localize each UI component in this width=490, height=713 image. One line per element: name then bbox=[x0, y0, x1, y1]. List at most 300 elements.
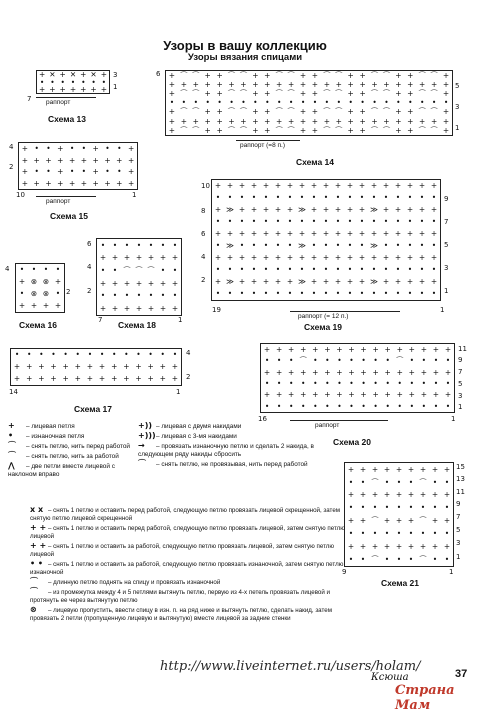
stitch-symbol: • bbox=[265, 98, 270, 108]
stitch-symbol: + bbox=[104, 155, 111, 165]
stitch-symbol: + bbox=[216, 89, 223, 99]
stitch-symbol: • bbox=[397, 378, 402, 388]
page-title: Узоры в вашу коллекцию bbox=[163, 38, 327, 53]
stitch-symbol: ⌒ bbox=[370, 125, 379, 135]
stitch-symbol: + bbox=[263, 367, 271, 377]
stitch-symbol: + bbox=[250, 181, 258, 191]
stitch-symbol: ⌒ bbox=[180, 70, 188, 80]
stitch-symbol: + bbox=[21, 144, 29, 153]
stitch-symbol: • bbox=[408, 98, 413, 108]
legend-symbol-icon: + + bbox=[30, 523, 47, 532]
stitch-symbol: • bbox=[419, 289, 425, 299]
stitch-symbol: • bbox=[264, 378, 270, 388]
stitch-symbol: • bbox=[239, 217, 245, 227]
stitch-symbol: + bbox=[334, 277, 342, 287]
stitch-symbol: + bbox=[407, 79, 414, 89]
stitch-symbol: + bbox=[334, 229, 342, 239]
stitch-symbol: + bbox=[442, 125, 450, 135]
stitch-symbol: • bbox=[420, 503, 426, 513]
row-number: 6 bbox=[156, 70, 161, 78]
stitch-symbol: + bbox=[432, 367, 440, 377]
stitch-symbol: • bbox=[383, 217, 389, 227]
stitch-symbol: • bbox=[34, 167, 39, 176]
stitch-symbol: • bbox=[432, 554, 438, 564]
stitch-symbol: • bbox=[384, 554, 390, 564]
stitch-symbol: + bbox=[407, 116, 414, 126]
stitch-symbol: ⌒ bbox=[123, 265, 131, 275]
stitch-symbol: + bbox=[298, 181, 306, 191]
stitch-symbol: + bbox=[99, 303, 107, 313]
stitch-symbol: • bbox=[349, 356, 354, 366]
stitch-symbol: + bbox=[310, 253, 318, 263]
stitch-symbol: + bbox=[346, 205, 354, 215]
stitch-symbol: • bbox=[39, 77, 45, 87]
stitch-symbol: • bbox=[14, 350, 20, 360]
stitch-symbol: + bbox=[407, 107, 414, 117]
repeat-label: раппорт bbox=[46, 99, 71, 106]
stitch-symbol: + bbox=[444, 344, 452, 354]
stitch-symbol: + bbox=[443, 516, 451, 526]
stitch-symbol: + bbox=[394, 253, 402, 263]
stitch-symbol: + bbox=[383, 79, 390, 89]
stitch-symbol: • bbox=[337, 356, 342, 366]
stitch-symbol: + bbox=[216, 70, 223, 80]
stitch-symbol: + bbox=[430, 205, 438, 215]
stitch-symbol: • bbox=[241, 98, 246, 108]
stitch-symbol: • bbox=[60, 77, 65, 87]
stitch-symbol: • bbox=[63, 350, 68, 360]
legend-symbol-icon: ⌒ bbox=[138, 459, 146, 468]
stitch-symbol: + bbox=[383, 541, 391, 551]
stitch-symbol: + bbox=[287, 79, 295, 89]
stitch-symbol: • bbox=[313, 356, 318, 366]
stitch-symbol: • bbox=[433, 356, 439, 366]
stitch-symbol: + bbox=[21, 155, 29, 165]
stitch-symbol: + bbox=[395, 107, 402, 117]
row-number: 4 bbox=[186, 349, 191, 357]
stitch-symbol: ⌒ bbox=[323, 125, 331, 135]
stitch-symbol: + bbox=[252, 79, 259, 89]
legend-text: – изнаночная петля bbox=[26, 433, 85, 440]
stitch-symbol: • bbox=[347, 193, 353, 203]
stitch-symbol: + bbox=[395, 541, 403, 551]
stitch-symbol: + bbox=[13, 362, 21, 372]
stitch-symbol: + bbox=[430, 181, 438, 191]
stitch-symbol: + bbox=[168, 70, 176, 80]
stitch-symbol: ⌒ bbox=[382, 70, 391, 80]
stitch-symbol: + bbox=[348, 390, 355, 400]
stitch-symbol: + bbox=[90, 85, 97, 94]
stitch-symbol: • bbox=[69, 144, 75, 153]
stitch-symbol: + bbox=[250, 253, 258, 263]
stitch-symbol: ⌒ bbox=[418, 70, 426, 80]
stitch-symbol: + bbox=[192, 116, 199, 126]
stitch-symbol: + bbox=[226, 181, 234, 191]
stitch-symbol: • bbox=[373, 401, 378, 411]
legend-text: – лицевую пропустить, ввести спицу в изн. п. на ряд ниже и вытянуть петлю, сделать накид, затем провязать 2 петли (пропущенную лицевую и вытянутую) вместе лицевой за задние стенки bbox=[30, 607, 332, 622]
stitch-symbol: + bbox=[382, 229, 390, 239]
row-number: 7 bbox=[458, 368, 463, 376]
stitch-symbol: • bbox=[264, 356, 270, 366]
stitch-symbol: • bbox=[251, 265, 257, 275]
stitch-symbol: + bbox=[407, 70, 414, 80]
stitch-symbol: ≫ bbox=[226, 205, 234, 215]
stitch-symbol: + bbox=[238, 181, 246, 191]
stitch-symbol: + bbox=[348, 367, 355, 377]
stitch-symbol: • bbox=[160, 240, 166, 250]
stitch-symbol: • bbox=[335, 193, 341, 203]
stitch-symbol: + bbox=[147, 278, 155, 288]
stitch-symbol: • bbox=[395, 265, 401, 275]
row-number: 1 bbox=[455, 124, 460, 132]
stitch-symbol: ✕ bbox=[90, 70, 97, 79]
row-number: 5 bbox=[455, 82, 460, 90]
stitch-symbol: + bbox=[311, 70, 319, 80]
stitch-symbol: + bbox=[287, 116, 295, 126]
stitch-symbol: + bbox=[68, 155, 76, 165]
stitch-symbol: • bbox=[288, 98, 294, 108]
stitch-symbol: • bbox=[253, 98, 258, 108]
stitch-symbol: ✕ bbox=[49, 70, 56, 79]
stitch-number: 1 bbox=[440, 306, 445, 314]
row-number: 3 bbox=[458, 392, 463, 400]
stitch-symbol: • bbox=[337, 378, 342, 388]
stitch-symbol: ⌒ bbox=[370, 70, 379, 80]
stitch-symbol: • bbox=[360, 98, 365, 108]
stitch-symbol: + bbox=[383, 516, 391, 526]
stitch-symbol: • bbox=[136, 291, 142, 301]
stitch-symbol: + bbox=[74, 374, 81, 384]
stitch-symbol: • bbox=[275, 289, 281, 299]
stitch-symbol: + bbox=[419, 79, 426, 89]
stitch-symbol: • bbox=[409, 401, 414, 411]
stitch-symbol: + bbox=[226, 229, 234, 239]
stitch-symbol: + bbox=[334, 181, 342, 191]
stitch-symbol: • bbox=[275, 193, 281, 203]
stitch-symbol: + bbox=[57, 178, 64, 188]
stitch-symbol: ⌒ bbox=[418, 89, 426, 99]
stitch-symbol: + bbox=[250, 205, 258, 215]
row-number: 4 bbox=[9, 143, 14, 151]
legend-item bbox=[138, 460, 338, 469]
stitch-symbol: + bbox=[57, 144, 64, 153]
stitch-symbol: + bbox=[45, 178, 52, 188]
stitch-symbol: + bbox=[395, 490, 403, 500]
stitch-symbol: + bbox=[204, 116, 211, 126]
stitch-symbol: • bbox=[347, 265, 353, 275]
stitch-symbol: + bbox=[286, 253, 294, 263]
stitch-symbol: • bbox=[421, 356, 427, 366]
stitch-symbol: + bbox=[347, 79, 354, 89]
stitch-symbol: + bbox=[299, 79, 307, 89]
stitch-symbol: • bbox=[445, 401, 451, 411]
stitch-symbol: + bbox=[346, 253, 354, 263]
stitch-symbol: + bbox=[264, 79, 271, 89]
stitch-symbol: + bbox=[406, 253, 414, 263]
stitch-symbol: + bbox=[323, 116, 331, 126]
legend-symbol-icon: ⌒ bbox=[30, 577, 38, 586]
stitch-symbol: + bbox=[262, 253, 270, 263]
stitch-symbol: ⌒ bbox=[180, 107, 188, 117]
stitch-symbol: + bbox=[382, 253, 390, 263]
stitch-symbol: + bbox=[432, 344, 440, 354]
stitch-symbol: • bbox=[112, 265, 118, 275]
stitch-symbol: • bbox=[311, 217, 317, 227]
stitch-symbol: • bbox=[348, 554, 354, 564]
stitch-symbol: ⌒ bbox=[430, 89, 438, 99]
stitch-symbol: ≫ bbox=[298, 241, 306, 251]
stitch-symbol: • bbox=[287, 193, 293, 203]
stitch-symbol: • bbox=[407, 217, 413, 227]
chart-scheme-21 bbox=[344, 462, 454, 567]
stitch-symbol: • bbox=[396, 98, 401, 108]
stitch-symbol: + bbox=[274, 205, 282, 215]
stitch-symbol: + bbox=[263, 344, 271, 354]
stitch-symbol: + bbox=[54, 301, 62, 311]
stitch-symbol: ≫ bbox=[370, 241, 378, 251]
stitch-symbol: • bbox=[263, 241, 269, 251]
legend-item bbox=[30, 588, 350, 604]
stitch-symbol: + bbox=[311, 116, 319, 126]
stitch-symbol: • bbox=[407, 265, 413, 275]
stitch-symbol: • bbox=[383, 265, 389, 275]
stitch-symbol: + bbox=[92, 178, 99, 188]
stitch-symbol: + bbox=[275, 367, 283, 377]
stitch-symbol: ⌒ bbox=[370, 89, 379, 99]
stitch-symbol: • bbox=[215, 241, 221, 251]
stitch-symbol: + bbox=[430, 229, 438, 239]
stitch-symbol: • bbox=[371, 193, 377, 203]
stitch-symbol: + bbox=[371, 490, 379, 500]
row-number: 1 bbox=[458, 403, 463, 411]
stitch-symbol: • bbox=[337, 401, 342, 411]
row-number: 2 bbox=[9, 163, 14, 171]
stitch-symbol: + bbox=[395, 79, 402, 89]
legend-text: – снять 1 петлю и оставить за работой, следующую петлю провязать изнаночной, затем снятую петлю изнаночной bbox=[30, 561, 344, 576]
stitch-symbol: + bbox=[406, 205, 414, 215]
stitch-symbol: + bbox=[171, 374, 179, 384]
stitch-symbol: • bbox=[215, 265, 221, 275]
stitch-symbol: ⌒ bbox=[419, 477, 427, 487]
stitch-symbol: • bbox=[229, 98, 234, 108]
stitch-symbol: + bbox=[359, 125, 366, 135]
stitch-symbol: + bbox=[358, 277, 366, 287]
stitch-symbol: + bbox=[372, 390, 379, 400]
stitch-symbol: • bbox=[105, 167, 110, 176]
stitch-symbol: + bbox=[394, 205, 402, 215]
stitch-symbol: ⌒ bbox=[323, 70, 331, 80]
stitch-symbol: • bbox=[311, 193, 317, 203]
legend-item bbox=[8, 432, 138, 441]
stitch-symbol: • bbox=[181, 98, 187, 108]
row-number: 3 bbox=[444, 264, 449, 272]
stitch-symbol: • bbox=[360, 503, 366, 513]
legend-text: – лицевая с 3-мя накидами bbox=[156, 433, 237, 440]
stitch-symbol: + bbox=[21, 178, 29, 188]
stitch-symbol: • bbox=[325, 401, 330, 411]
stitch-symbol: • bbox=[43, 265, 49, 275]
stitch-symbol: ⌒ bbox=[180, 125, 188, 135]
stitch-symbol: + bbox=[406, 181, 414, 191]
legend-text: – длинную петлю поднять на спицу и провязать изнаночной bbox=[48, 579, 221, 586]
stitch-symbol: + bbox=[57, 155, 64, 165]
stitch-symbol: ⌒ bbox=[275, 107, 283, 117]
scheme-caption: Схема 17 bbox=[74, 404, 112, 414]
stitch-symbol: + bbox=[214, 277, 222, 287]
stitch-symbol: + bbox=[346, 181, 354, 191]
stitch-symbol: + bbox=[286, 205, 294, 215]
stitch-symbol: + bbox=[322, 277, 330, 287]
legend-item bbox=[8, 442, 138, 451]
stitch-symbol: + bbox=[92, 155, 99, 165]
stitch-symbol: + bbox=[216, 116, 223, 126]
stitch-symbol: • bbox=[301, 378, 306, 388]
stitch-symbol: + bbox=[274, 277, 282, 287]
stitch-symbol: • bbox=[287, 289, 293, 299]
stitch-symbol: + bbox=[214, 229, 222, 239]
legend-symbol-icon: + bbox=[8, 421, 15, 430]
stitch-symbol: + bbox=[408, 390, 415, 400]
stitch-symbol: • bbox=[299, 217, 305, 227]
stitch-symbol: + bbox=[127, 144, 135, 153]
stitch-symbol: + bbox=[347, 89, 354, 99]
legend-item bbox=[8, 452, 138, 461]
stitch-symbol: + bbox=[33, 155, 40, 165]
scheme-caption: Схема 18 bbox=[118, 320, 156, 330]
row-number: 4 bbox=[87, 263, 92, 271]
repeat-label: раппорт (=8 п.) bbox=[240, 142, 286, 149]
stitch-symbol: + bbox=[214, 181, 222, 191]
stitch-symbol: • bbox=[335, 265, 341, 275]
stitch-symbol: • bbox=[275, 265, 281, 275]
stitch-symbol: ⌒ bbox=[371, 554, 379, 564]
legend-text: – снять 1 петлю и оставить перед работой, следующую петлю провязать лицевой скрещенной, затем снятую петлю лицевой скрещенной bbox=[30, 507, 341, 522]
stitch-symbol: • bbox=[100, 240, 106, 250]
stitch-symbol: • bbox=[408, 477, 414, 487]
stitch-symbol: + bbox=[384, 344, 391, 354]
stitch-symbol: ⌒ bbox=[147, 265, 155, 275]
stitch-symbol: + bbox=[431, 516, 439, 526]
stitch-symbol: + bbox=[286, 181, 294, 191]
stitch-symbol: • bbox=[34, 144, 39, 153]
stitch-symbol: • bbox=[313, 378, 318, 388]
stitch-symbol: + bbox=[408, 344, 415, 354]
stitch-symbol: + bbox=[382, 181, 390, 191]
stitch-symbol: + bbox=[324, 367, 331, 377]
stitch-symbol: + bbox=[216, 107, 223, 117]
stitch-symbol: + bbox=[264, 89, 271, 99]
stitch-symbol: + bbox=[300, 390, 307, 400]
stitch-symbol: + bbox=[420, 344, 427, 354]
stitch-symbol: ⌒ bbox=[287, 125, 295, 135]
chart-scheme-18 bbox=[96, 238, 182, 316]
row-number: 1 bbox=[444, 287, 449, 295]
stitch-symbol: • bbox=[419, 98, 425, 108]
stitch-symbol: ⌒ bbox=[135, 265, 143, 275]
stitch-symbol: + bbox=[406, 277, 414, 287]
stitch-symbol: • bbox=[239, 265, 245, 275]
stitch-symbol: + bbox=[372, 344, 379, 354]
stitch-symbol: + bbox=[336, 344, 343, 354]
stitch-symbol: + bbox=[159, 374, 166, 384]
stitch-symbol: ⌒ bbox=[287, 89, 295, 99]
stitch-symbol: + bbox=[442, 79, 450, 89]
stitch-symbol: • bbox=[323, 289, 329, 299]
stitch-symbol: • bbox=[348, 529, 354, 539]
stitch-symbol: + bbox=[288, 390, 295, 400]
stitch-symbol: + bbox=[370, 253, 378, 263]
stitch-symbol: + bbox=[298, 253, 306, 263]
stitch-symbol: ⌒ bbox=[227, 89, 236, 99]
stitch-symbol: ≫ bbox=[226, 277, 234, 287]
stitch-symbol: + bbox=[50, 374, 57, 384]
stitch-symbol: + bbox=[276, 116, 283, 126]
stitch-symbol: • bbox=[384, 477, 390, 487]
stitch-symbol: • bbox=[395, 193, 401, 203]
stitch-symbol: • bbox=[124, 240, 130, 250]
stitch-symbol: ⌒ bbox=[419, 554, 427, 564]
stitch-symbol: ⌒ bbox=[323, 89, 331, 99]
stitch-symbol: • bbox=[148, 350, 153, 360]
stitch-symbol: + bbox=[171, 278, 179, 288]
stitch-symbol: + bbox=[147, 362, 154, 372]
stitch-symbol: + bbox=[147, 253, 155, 263]
stitch-symbol: + bbox=[444, 367, 452, 377]
stitch-symbol: • bbox=[444, 529, 450, 539]
stitch-symbol: • bbox=[385, 378, 390, 388]
stitch-symbol: • bbox=[432, 529, 438, 539]
stitch-symbol: + bbox=[288, 344, 295, 354]
stitch-symbol: + bbox=[80, 155, 88, 165]
stitch-symbol: • bbox=[19, 289, 25, 299]
stitch-symbol: • bbox=[251, 289, 257, 299]
legend-symbol-icon: • • bbox=[30, 559, 44, 568]
row-number: 2 bbox=[87, 287, 92, 295]
stitch-symbol: + bbox=[240, 116, 247, 126]
stitch-symbol: + bbox=[288, 367, 295, 377]
stitch-symbol: + bbox=[407, 541, 415, 551]
stitch-symbol: + bbox=[123, 278, 131, 288]
stitch-symbol: + bbox=[442, 116, 450, 126]
stitch-symbol: • bbox=[55, 289, 61, 299]
stitch-symbol: + bbox=[370, 229, 378, 239]
stitch-symbol: + bbox=[275, 390, 283, 400]
row-number: 2 bbox=[186, 373, 191, 381]
row-number: 4 bbox=[5, 265, 10, 273]
stitch-symbol: + bbox=[127, 155, 135, 165]
stitch-symbol: • bbox=[251, 193, 257, 203]
stitch-symbol: • bbox=[432, 503, 438, 513]
legend-item bbox=[138, 422, 338, 431]
stitch-symbol: + bbox=[358, 253, 366, 263]
stitch-symbol: + bbox=[430, 277, 438, 287]
stitch-symbol: + bbox=[419, 464, 427, 474]
stitch-symbol: ⌒ bbox=[239, 89, 248, 99]
legend-item bbox=[138, 432, 338, 441]
stitch-symbol: • bbox=[419, 265, 425, 275]
stitch-symbol: • bbox=[215, 193, 221, 203]
stitch-symbol: • bbox=[360, 477, 366, 487]
stitch-symbol: • bbox=[372, 98, 377, 108]
stitch-symbol: + bbox=[407, 125, 414, 135]
stitch-symbol: + bbox=[127, 167, 135, 176]
row-number: 2 bbox=[66, 288, 71, 296]
stitch-symbol: + bbox=[147, 374, 154, 384]
stitch-symbol: • bbox=[264, 401, 270, 411]
legend-symbol-icon: ⋀ bbox=[8, 461, 15, 470]
legend-text: – из промежутка между 4 и 5 петлями вытянуть петлю, первую из 4-х петель провязать лицевой и протянуть ее через вытянутую петлю bbox=[30, 589, 331, 604]
stitch-symbol: + bbox=[300, 344, 307, 354]
